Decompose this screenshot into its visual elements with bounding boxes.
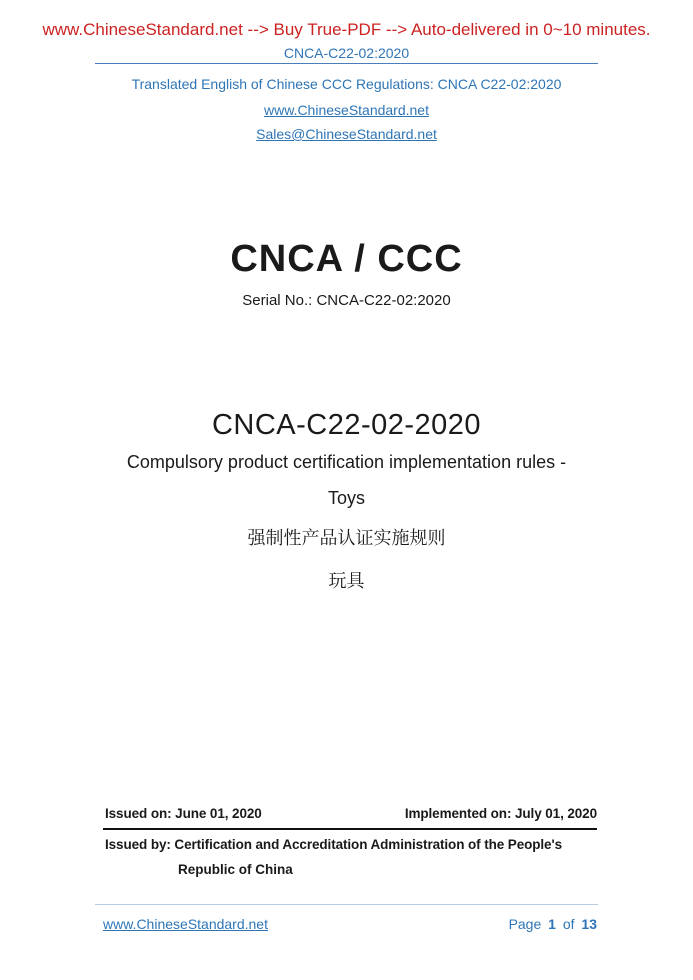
standard-title-en-line2: Toys	[327, 488, 365, 508]
page-current: 1	[548, 916, 556, 932]
page-indicator	[506, 915, 597, 933]
website-link-row	[0, 102, 693, 119]
translated-title: Translated English of Chinese CCC Regulations: CNCA C22-02:2020	[131, 76, 562, 92]
promo-banner: www.ChineseStandard.net --> Buy True-PDF --> Auto-delivered in 0~10 minutes.	[42, 20, 651, 39]
standard-number: CNCA-C22-02-2020	[211, 409, 482, 441]
serial-number: Serial No.: CNCA-C22-02:2020	[242, 292, 451, 309]
website-link[interactable]: www.ChineseStandard.net	[264, 102, 429, 118]
footer-divider	[95, 904, 598, 905]
standard-title-zh-line2: 玩具	[328, 571, 365, 592]
issued-on-label: Issued on: June 01, 2020	[105, 806, 262, 821]
issuance-divider	[103, 828, 597, 830]
issued-by-line2: Republic of China	[178, 862, 293, 877]
doc-code-header: CNCA-C22-02:2020	[283, 45, 410, 61]
standard-title-zh-line1: 强制性产品认证实施规则	[247, 528, 446, 549]
org-title: CNCA / CCC	[230, 238, 463, 280]
header-divider	[95, 63, 598, 64]
issued-by-line1: Issued by: Certification and Accreditation Administration of the People's	[105, 837, 562, 852]
footer	[103, 915, 597, 933]
page-total: 13	[581, 916, 597, 932]
email-link[interactable]: Sales@ChineseStandard.net	[256, 126, 437, 142]
email-link-row	[0, 126, 693, 143]
footer-website-link[interactable]: www.ChineseStandard.net	[103, 916, 268, 932]
page-label: Page	[508, 916, 542, 932]
issuance-dates-row	[105, 805, 597, 823]
page-of: of	[562, 916, 575, 932]
standard-title-en-line1: Compulsory product certification implementation rules -	[126, 452, 567, 472]
implemented-on-label: Implemented on: July 01, 2020	[404, 806, 597, 821]
